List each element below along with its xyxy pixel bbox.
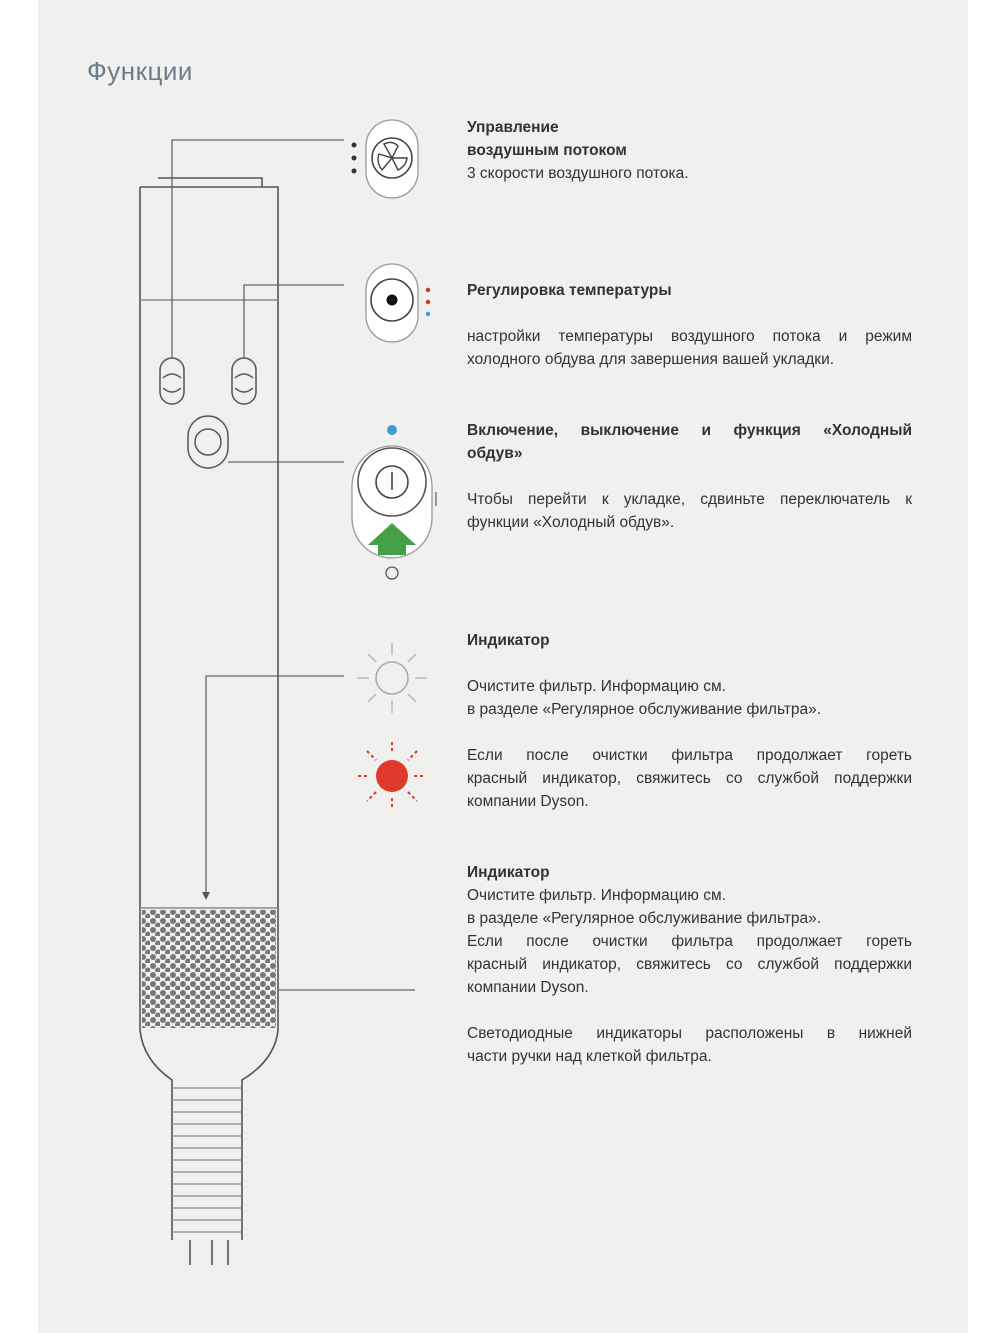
- indicator2-block: [467, 861, 912, 1068]
- power-desc-line2: функции «Холодный обдув».: [467, 514, 675, 531]
- power-heading-line2: обдув»: [467, 445, 523, 462]
- temperature-desc-line1: настройки температуры воздушного потока и режим: [467, 328, 912, 345]
- indicator2-line3: Если после очистки фильтра продолжает гореть: [467, 933, 912, 950]
- indicator1-block: [467, 629, 912, 813]
- indicator1-text2-line3: компании Dyson.: [467, 793, 589, 810]
- indicator2-line5: компании Dyson.: [467, 979, 589, 996]
- temperature-heading: Регулировка температуры: [467, 282, 672, 299]
- indicator-red-icon: [358, 742, 426, 810]
- indicator1-heading: Индикатор: [467, 632, 550, 649]
- temperature-dot-icon: [366, 264, 430, 342]
- indicator2-line2: в разделе «Регулярное обслуживание фильтра».: [467, 910, 822, 927]
- airflow-desc: 3 скорости воздушного потока.: [467, 165, 689, 182]
- temperature-switch[interactable]: [232, 358, 256, 404]
- indicator2-line4: красный индикатор, свяжитесь со службой поддержки: [467, 956, 912, 973]
- indicator1-text1-line1: Очистите фильтр. Информацию см.: [467, 678, 726, 695]
- device-body: [140, 178, 278, 1265]
- indicator2-line1: Очистите фильтр. Информацию см.: [467, 887, 726, 904]
- indicator1-text2-line2: красный индикатор, свяжитесь со службой поддержки: [467, 770, 912, 787]
- indicator1-text1-line2: в разделе «Регулярное обслуживание фильтра».: [467, 701, 822, 718]
- airflow-block: [467, 116, 912, 185]
- airflow-heading-line2: воздушным потоком: [467, 142, 627, 159]
- airflow-switch[interactable]: [160, 358, 184, 404]
- indicator-light-icon: [357, 643, 427, 713]
- cord-ribs: [172, 1088, 242, 1232]
- indicator2-note-line2: части ручки над клеткой фильтра.: [467, 1048, 712, 1065]
- indicator2-heading: Индикатор: [467, 864, 550, 881]
- power-desc-line1: Чтобы перейти к укладке, сдвиньте переключатель к: [467, 491, 912, 508]
- temperature-desc-line2: холодного обдува для завершения вашей укладки.: [467, 351, 835, 368]
- airflow-heading-line1: Управление: [467, 119, 559, 136]
- fan-icon: [352, 120, 419, 198]
- indicator1-text2-line1: Если после очистки фильтра продолжает гореть: [467, 747, 912, 764]
- power-block: [467, 419, 912, 534]
- indicator2-note-line1: Светодиодные индикаторы расположены в нижней: [467, 1025, 912, 1042]
- power-switch[interactable]: [188, 416, 228, 468]
- page-title: Функции: [87, 56, 193, 86]
- leader-arrow: [202, 892, 210, 900]
- filter-grille: [142, 910, 276, 1028]
- power-icon: [352, 425, 436, 579]
- temperature-block: [467, 279, 912, 371]
- power-heading-line1: Включение, выключение и функция «Холодный: [467, 422, 912, 439]
